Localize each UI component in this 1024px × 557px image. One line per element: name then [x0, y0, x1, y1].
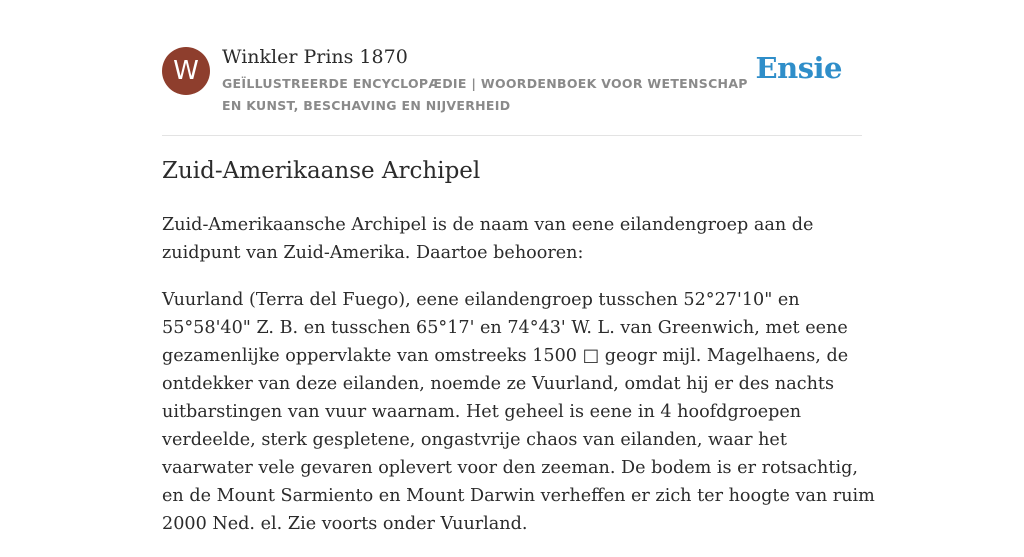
header — [162, 46, 862, 136]
article-title: Zuid-Amerikaanse Archipel — [162, 158, 481, 184]
brand-logo[interactable]: Ensie — [755, 51, 842, 85]
article-body — [162, 211, 882, 557]
source-subtitle: GEÏLLUSTREERDE ENCYCLOPÆDIE | WOORDENBOEK VOOR WETENSCHAP EN KUNST, BESCHAVING EN NIJVERHEID — [222, 76, 748, 113]
article-paragraph: Zuid-Amerikaansche Archipel is de naam van eene eilandengroep aan de zuidpunt van Zuid-Amerika. Daartoe behooren: — [162, 215, 814, 263]
source-avatar[interactable]: W — [162, 47, 210, 95]
article-paragraph: Vuurland (Terra del Fuego), eene eilandengroep tusschen 52°27'10" en 55°58'40" Z. B. en tusschen 65°17' en 74°43' W. L. van Greenwich, met eene gezamenlijke oppervlakte van omstreeks 1500 □ geogr mijl. Magelhaens, de ontdekker van deze eilanden, noemde ze Vuurland, omdat hij er des nachts uitbarstingen van vuur waarnam. Het geheel is eene in 4 hoofdgroepen verdeelde, sterk gespletene, ongastvrije chaos van eilanden, waar het vaarwater vele gevaren oplevert voor den zeeman. De bodem is er rotsachtig, en de Mount Sarmiento en Mount Darwin verheffen er zich ter hoogte van ruim 2000 Ned. el. Zie voorts onder Vuurland. — [162, 290, 875, 534]
source-title[interactable]: Winkler Prins 1870 — [222, 46, 408, 68]
